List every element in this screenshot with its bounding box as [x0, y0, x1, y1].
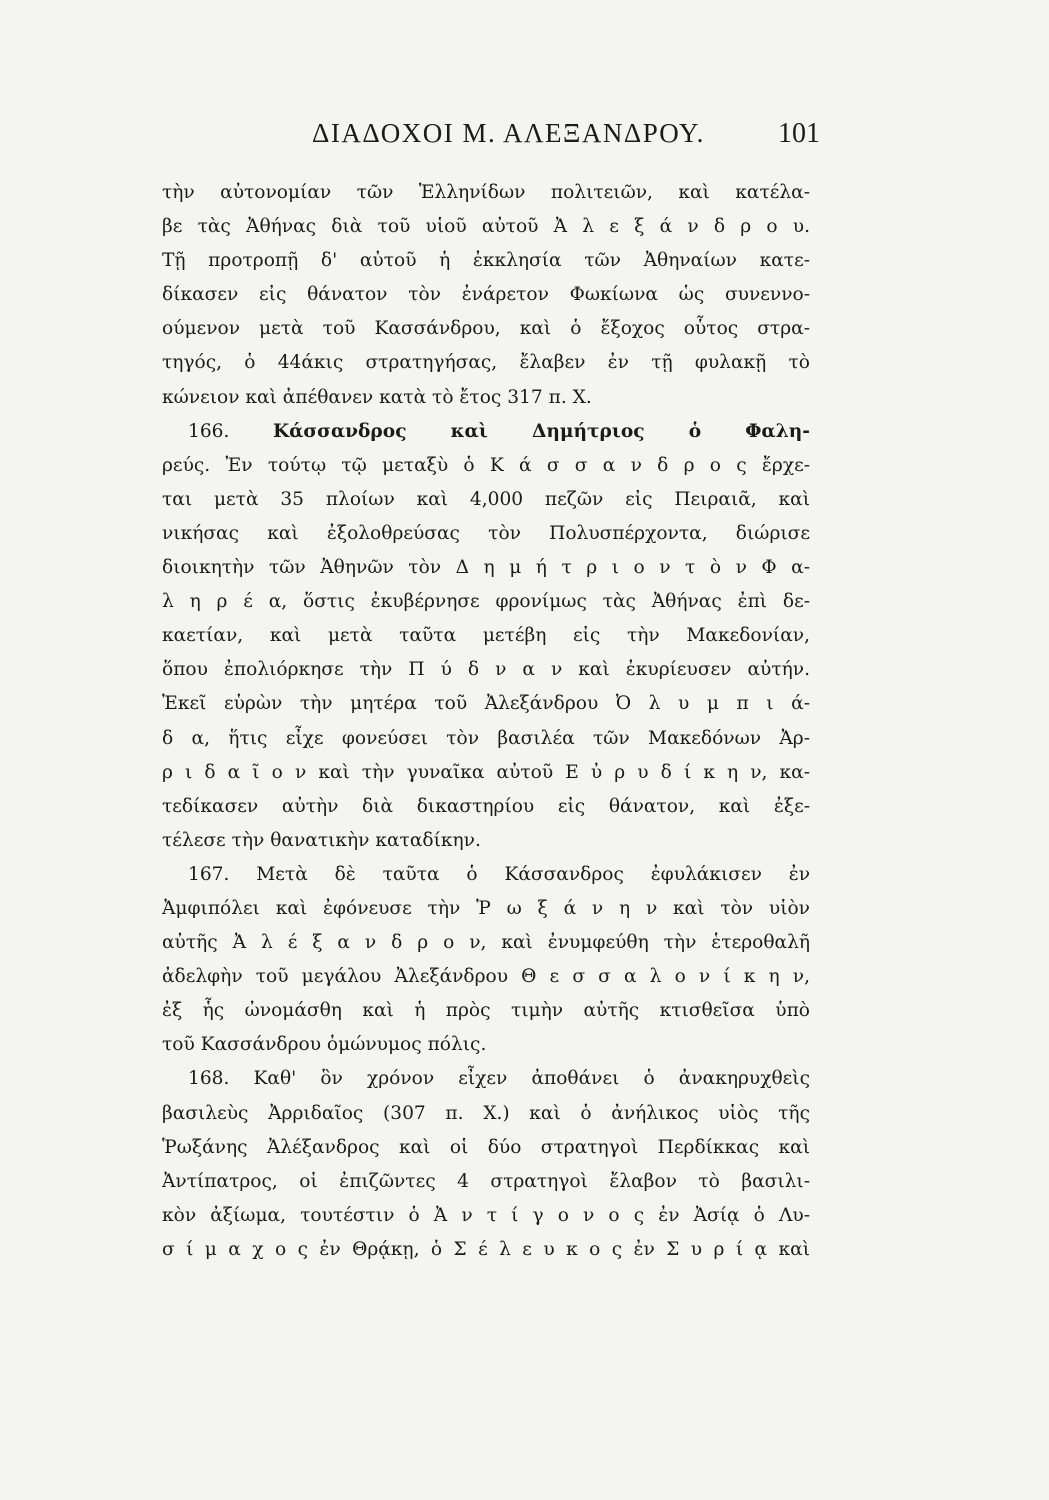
- text-line: τοῦ Κασσάνδρου ὁμώνυμος πόλις.: [162, 1034, 487, 1056]
- text-line: τηγός, ὁ 44άκις στρατηγήσας, ἔλαβεν ἐν τῇ φυλακῇ τὸ: [162, 352, 810, 374]
- page-number: 101: [778, 118, 820, 149]
- text-line: Ἀμφιπόλει καὶ ἐφόνευσε τὴν Ῥ ω ξ ά ν η ν καὶ τὸν υἱὸν: [162, 897, 810, 919]
- text-line: ἐξ ἧς ὠνομάσθη καὶ ἡ πρὸς τιμὴν αὐτῆς κτισθεῖσα ὑπὸ: [162, 1000, 810, 1022]
- text-line: κώνειον καὶ ἀπέθανεν κατὰ τὸ ἔτος 317 π. Χ.: [162, 386, 592, 408]
- page-header: [160, 118, 820, 158]
- text-line: τεδίκασεν αὐτὴν διὰ δικαστηρίου εἰς θάνατον, καὶ ἐξε-: [162, 795, 810, 817]
- text-line: ούμενον μετὰ τοῦ Κασσάνδρου, καὶ ὁ ἔξοχος οὗτος στρα-: [162, 318, 810, 340]
- text-line: κὸν ἀξίωμα, τουτέστιν ὁ Ἀ ν τ ί γ ο ν ο ς ἐν Ἀσίᾳ ὁ Λυ-: [162, 1204, 810, 1226]
- text-line: καετίαν, καὶ μετὰ ταῦτα μετέβη εἰς τὴν Μακεδονίαν,: [162, 625, 810, 647]
- text-line: τέλεσε τὴν θανατικὴν καταδίκην.: [162, 829, 481, 851]
- text-line: Τῇ προτροπῇ δ' αὐτοῦ ἡ ἐκκλησία τῶν Ἀθηναίων κατε-: [162, 250, 810, 272]
- body-text: [162, 176, 810, 1267]
- text-line: δίκασεν εἰς θάνατον τὸν ἐνάρετον Φωκίωνα ὡς συνεννο-: [162, 284, 810, 306]
- text-line: ρ ι δ α ῖ ο ν καὶ τὴν γυναῖκα αὐτοῦ Ε ὐ ρ υ δ ί κ η ν, κα-: [162, 761, 810, 783]
- text-line: λ η ρ έ α, ὅστις ἐκυβέρνησε φρονίμως τὰς Ἀθήνας ἐπὶ δε-: [162, 591, 810, 613]
- text-line: δ α, ἥτις εἶχε φονεύσει τὸν βασιλέα τῶν Μακεδόνων Ἀρ-: [162, 727, 810, 749]
- text-line: αὐτῆς Ἀ λ έ ξ α ν δ ρ ο ν, καὶ ἐνυμφεύθη τὴν ἑτεροθαλῆ: [162, 932, 810, 954]
- text-line: βασιλεὺς Ἀρριδαῖος (307 π. Χ.) καὶ ὁ ἀνήλικος υἱὸς τῆς: [162, 1102, 810, 1124]
- text-line: Ἀντίπατρος, οἱ ἐπιζῶντες 4 στρατηγοὶ ἔλαβον τὸ βασιλι-: [162, 1170, 810, 1192]
- section-166-heading-line: [162, 415, 810, 449]
- text-line: σ ί μ α χ ο ς ἐν Θρᾴκῃ, ὁ Σ έ λ ε υ κ ο ς ἐν Σ υ ρ ί ᾳ καὶ: [162, 1238, 810, 1260]
- section-heading: Κάσσανδρος καὶ Δημήτριος ὁ Φαλη-: [272, 420, 810, 442]
- text-line: νικήσας καὶ ἐξολοθρεύσας τὸν Πολυσπέρχοντα, διώρισε: [162, 522, 810, 544]
- text-line: διοικητὴν τῶν Ἀθηνῶν τὸν Δ η μ ή τ ρ ι ο ν τ ὸ ν Φ α-: [162, 557, 810, 579]
- text-line: 168. Καθ' ὃν χρόνον εἶχεν ἀποθάνει ὁ ἀνακηρυχθεὶς: [188, 1068, 810, 1090]
- text-line: τὴν αὐτονομίαν τῶν Ἑλληνίδων πολιτειῶν, καὶ κατέλα-: [162, 182, 810, 203]
- text-line: Ἐκεῖ εὑρὼν τὴν μητέρα τοῦ Ἀλεξάνδρου Ὀ λ υ μ π ι ά-: [162, 693, 810, 715]
- text-line: ρεύς. Ἐν τούτῳ τῷ μεταξὺ ὁ Κ ά σ σ α ν δ ρ ο ς ἔρχε-: [162, 454, 810, 476]
- text-line: ται μετὰ 35 πλοίων καὶ 4,000 πεζῶν εἰς Πειραιᾶ, καὶ: [162, 488, 810, 510]
- text-line: βε τὰς Ἀθήνας διὰ τοῦ υἱοῦ αὐτοῦ Ἀ λ ε ξ ά ν δ ρ ο υ.: [162, 216, 810, 238]
- text-line: Ῥωξάνης Ἀλέξανδρος καὶ οἱ δύο στρατηγοὶ Περδίκκας καὶ: [162, 1136, 810, 1158]
- text-line: ἀδελφὴν τοῦ μεγάλου Ἀλεξάνδρου Θ ε σ σ α λ ο ν ί κ η ν,: [162, 966, 810, 988]
- running-head: ΔΙΑΔΟΧΟΙ Μ. ΑΛΕΞΑΝΔΡΟΥ.: [312, 118, 705, 148]
- text-line: ὅπου ἐπολιόρκησε τὴν Π ύ δ ν α ν καὶ ἐκυρίευσεν αὐτήν.: [162, 659, 810, 681]
- section-number: 166.: [188, 420, 230, 442]
- text-line: 167. Μετὰ δὲ ταῦτα ὁ Κάσσανδρος ἐφυλάκισεν ἐν: [188, 863, 810, 885]
